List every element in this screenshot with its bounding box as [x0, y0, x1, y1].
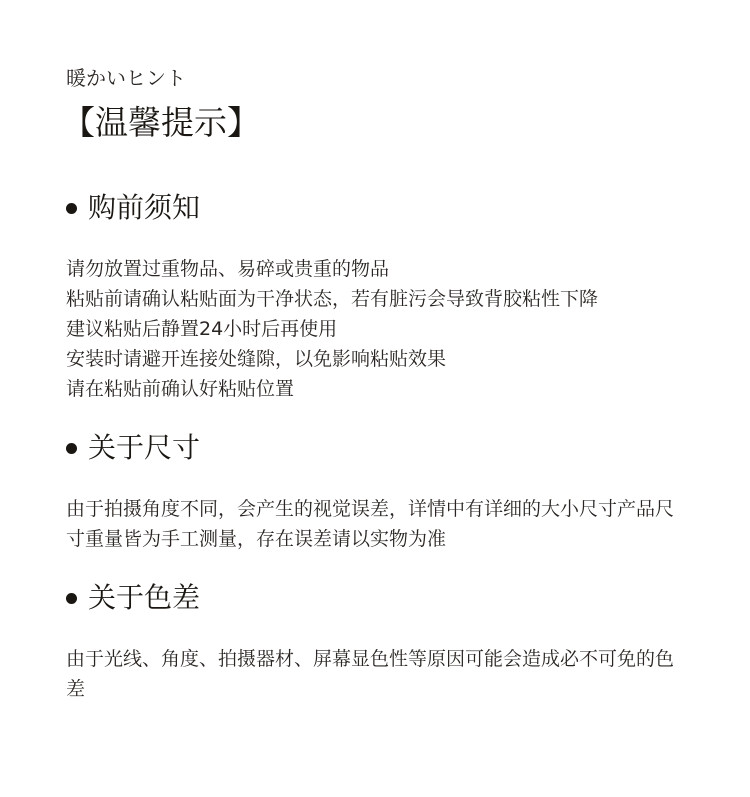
bullet-icon [66, 593, 77, 604]
section-size [66, 428, 706, 554]
section-text: 由于拍摄角度不同，会产生的视觉误差，详情中有详细的大小尺寸产品尺寸重量皆为手工测量，存在误差请以实物为准 [66, 498, 675, 550]
japanese-subtitle: 暖かいヒント [66, 66, 186, 90]
section-pre-purchase [66, 188, 706, 404]
bullet-icon [66, 443, 77, 454]
notice-line: 建议粘贴后静置24小时后再使用 [66, 318, 338, 340]
section-header [66, 578, 706, 618]
section-title: 关于色差 [88, 581, 201, 614]
notice-line: 请在粘贴前确认好粘贴位置 [66, 378, 295, 400]
bullet-icon [66, 203, 77, 214]
section-header [66, 428, 706, 468]
notice-line: 粘贴前请确认粘贴面为干净状态，若有脏污会导致背胶粘性下降 [66, 288, 599, 310]
section-color-difference [66, 578, 706, 704]
section-title: 关于尺寸 [88, 431, 201, 464]
section-title: 购前须知 [88, 191, 201, 224]
notice-line: 安装时请避开连接处缝隙，以免影响粘贴效果 [66, 348, 447, 370]
section-header [66, 188, 706, 228]
notice-line: 请勿放置过重物品、易碎或贵重的物品 [66, 258, 390, 280]
notice-list [66, 254, 706, 404]
section-text: 由于光线、角度、拍摄器材、屏幕显色性等原因可能会造成必不可免的色差 [66, 648, 675, 700]
page-title: 【温馨提示】 [62, 103, 260, 142]
